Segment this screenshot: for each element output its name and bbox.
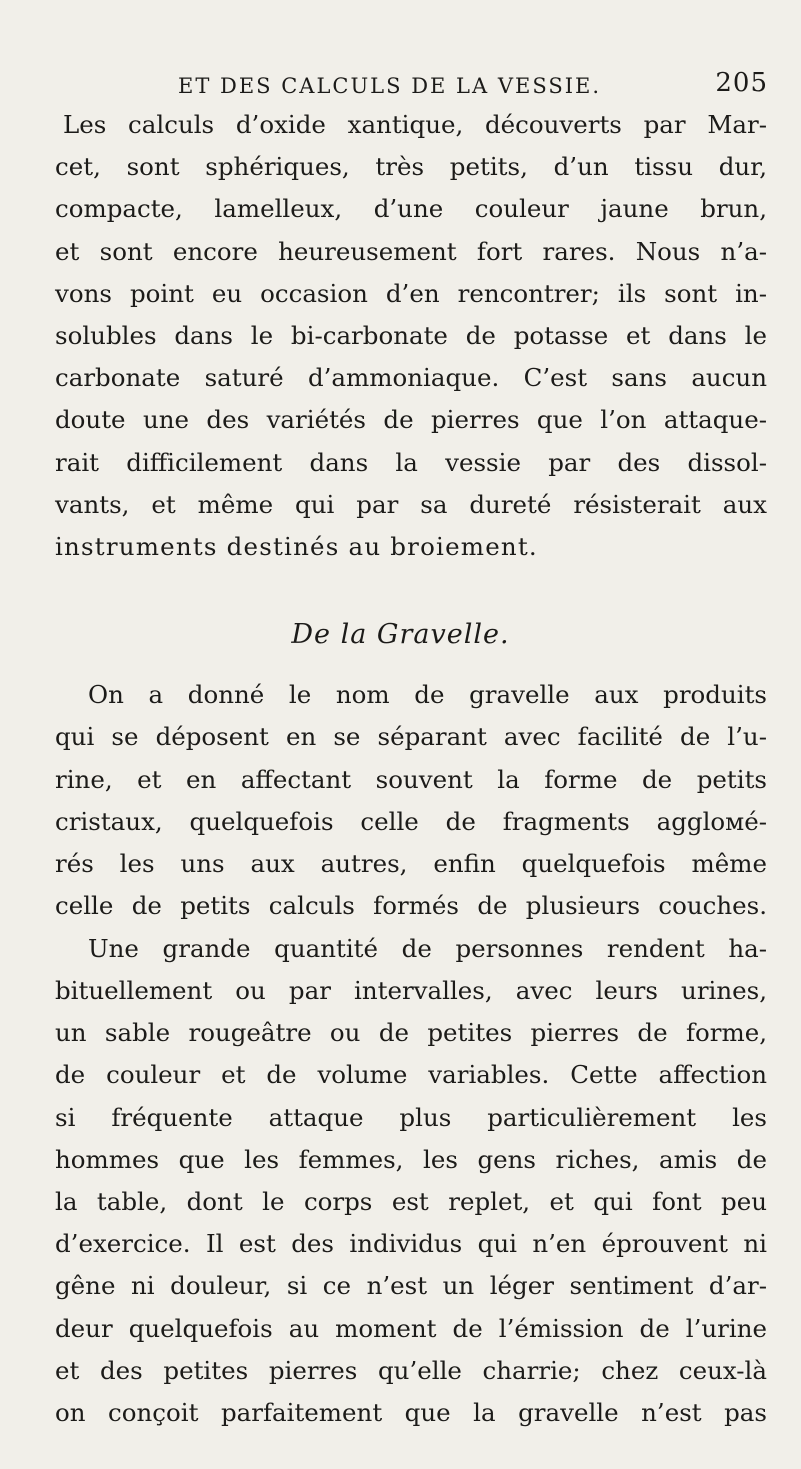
text-line: un sable rougeâtre ou de petites pierres de forme, xyxy=(55,1018,767,1047)
text-line: rine, et en affectant souvent la forme de petits xyxy=(55,765,767,794)
text-line: cristaux, quelquefois celle de fragments aggloмé- xyxy=(55,807,767,836)
text-line: d’exercice. Il est des individus qui n’en éprouvent ni xyxy=(55,1229,767,1258)
text-line: gêne ni douleur, si ce n’est un léger sentiment d’ar- xyxy=(55,1271,767,1300)
text-line: celle de petits calculs formés de plusieurs couches. xyxy=(55,891,767,920)
text-line: si fréquente attaque plus particulièrement les xyxy=(55,1103,767,1132)
text-line: solubles dans le bi-carbonate de potasse et dans le xyxy=(55,321,767,350)
text-line: Une grande quantité de personnes rendent ha- xyxy=(88,934,767,963)
text-line: cet, sont sphériques, très petits, d’un tissu dur, xyxy=(55,152,767,181)
text-line: instruments destinés au broiement. xyxy=(55,532,538,561)
text-line: et sont encore heureusement fort rares. Nous n’a- xyxy=(55,237,767,266)
text-line: rés les uns aux autres, enfin quelquefois même xyxy=(55,849,767,878)
text-line: carbonate saturé d’ammoniaque. C’est sans aucun xyxy=(55,363,767,392)
text-line: compacte, lamelleux, d’une couleur jaune brun, xyxy=(55,194,767,223)
text-line: qui se déposent en se séparant avec facilité de l’u- xyxy=(55,722,767,751)
text-line: et des petites pierres qu’elle charrie; chez ceux-là xyxy=(55,1356,767,1385)
text-line: hommes que les femmes, les gens riches, amis de xyxy=(55,1145,767,1174)
running-title: ET DES CALCULS DE LA VESSIE. xyxy=(178,74,602,98)
text-line: vons point eu occasion d’en rencontrer; ils sont in- xyxy=(55,279,767,308)
text-line: bituellement ou par intervalles, avec leurs urines, xyxy=(55,976,767,1005)
text-line: Les calculs d’oxide xantique, découverts par Mar- xyxy=(63,110,767,139)
text-line: doute une des variétés de pierres que l’on attaque- xyxy=(55,405,767,434)
text-line: On a donné le nom de gravelle aux produits xyxy=(88,680,767,709)
text-line: de couleur et de volume variables. Cette affection xyxy=(55,1060,767,1089)
text-line: la table, dont le corps est replet, et qui font peu xyxy=(55,1187,767,1216)
page-number: 205 xyxy=(715,68,768,98)
text-line: vants, et même qui par sa dureté résisterait aux xyxy=(55,490,767,519)
running-head xyxy=(60,68,772,114)
text-line: on conçoit parfaitement que la gravelle n’est pas xyxy=(55,1398,767,1427)
text-line: rait difficilement dans la vessie par des dissol- xyxy=(55,448,767,477)
text-line: deur quelquefois au moment de l’émission de l’urine xyxy=(55,1314,767,1343)
section-heading: De la Gravelle. xyxy=(291,619,510,650)
